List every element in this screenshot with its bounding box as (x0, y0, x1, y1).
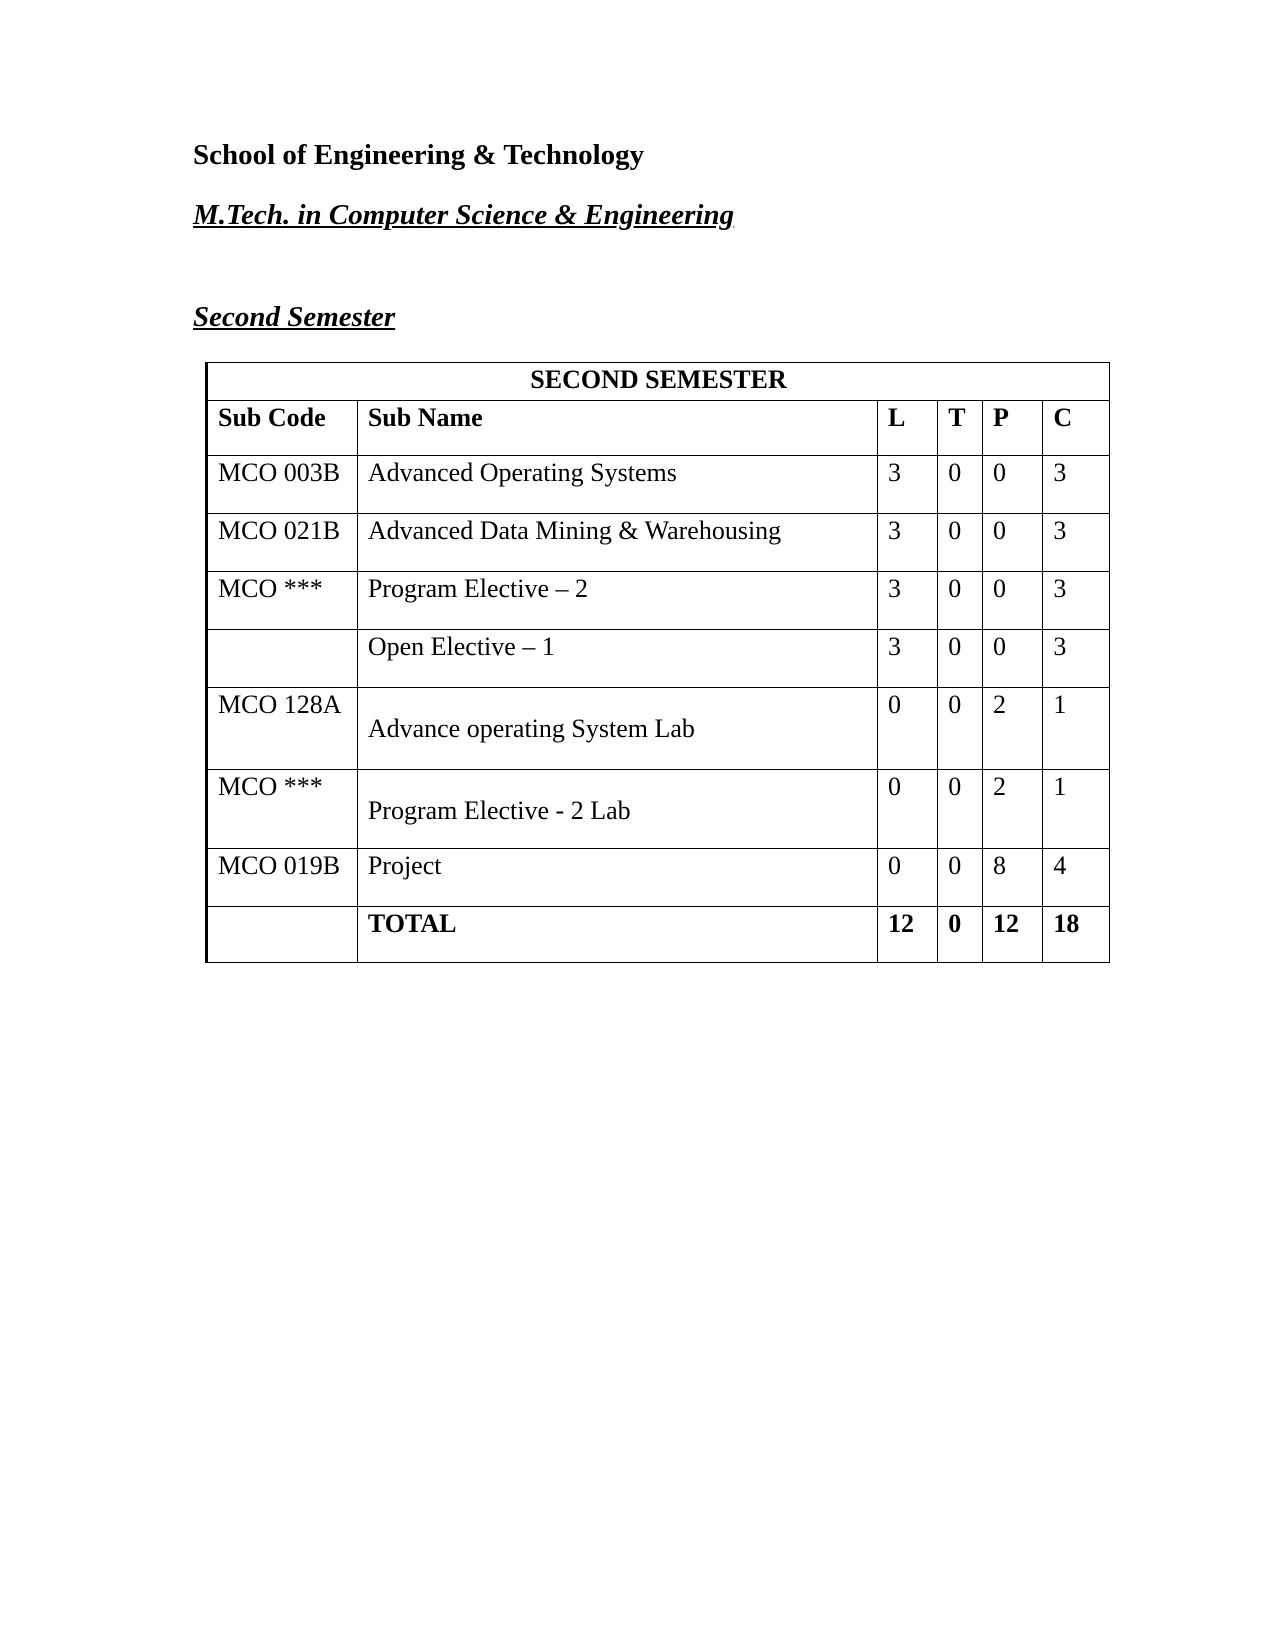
t-cell: 0 (938, 514, 983, 572)
l-cell: 3 (877, 572, 937, 630)
l-cell: 3 (877, 514, 937, 572)
sub-name-cell: Advanced Data Mining & Warehousing (357, 514, 877, 572)
table-row (207, 572, 1110, 630)
sub-name-cell: Advanced Operating Systems (357, 456, 877, 514)
school-title: School of Engineering & Technology (193, 139, 645, 171)
c-cell: 1 (1043, 688, 1110, 770)
table-row (207, 688, 1110, 770)
sub-code-cell: MCO 003B (207, 456, 358, 514)
column-header-p: P (983, 401, 1043, 456)
l-cell: 0 (877, 688, 937, 770)
p-cell: 0 (983, 456, 1043, 514)
column-header-sub-code: Sub Code (207, 401, 358, 456)
table-row (207, 630, 1110, 688)
sub-name-cell: Advance operating System Lab (357, 688, 877, 770)
p-cell: 8 (983, 849, 1043, 907)
t-cell: 0 (938, 849, 983, 907)
c-cell: 1 (1043, 770, 1110, 849)
sub-code-cell: MCO 021B (207, 514, 358, 572)
t-cell: 0 (938, 688, 983, 770)
table-caption: SECOND SEMESTER (207, 363, 1110, 401)
table-row (207, 770, 1110, 849)
l-cell: 0 (877, 770, 937, 849)
sub-code-cell (207, 907, 358, 963)
total-c: 18 (1043, 907, 1110, 963)
p-cell: 0 (983, 630, 1043, 688)
total-row (207, 907, 1110, 963)
program-title: M.Tech. in Computer Science & Engineering (193, 199, 735, 231)
t-cell: 0 (938, 770, 983, 849)
semester-heading: Second Semester (193, 301, 396, 333)
semester-table (205, 362, 1110, 963)
column-header-t: T (938, 401, 983, 456)
sub-code-cell: MCO 019B (207, 849, 358, 907)
t-cell: 0 (938, 456, 983, 514)
table-row (207, 514, 1110, 572)
table-row (207, 849, 1110, 907)
p-cell: 0 (983, 514, 1043, 572)
table-row (207, 456, 1110, 514)
p-cell: 2 (983, 770, 1043, 849)
total-p: 12 (983, 907, 1043, 963)
t-cell: 0 (938, 572, 983, 630)
p-cell: 0 (983, 572, 1043, 630)
sub-name-cell: Program Elective – 2 (357, 572, 877, 630)
sub-code-cell: MCO *** (207, 572, 358, 630)
column-header-sub-name: Sub Name (357, 401, 877, 456)
table-header-row (207, 401, 1110, 456)
total-l: 12 (877, 907, 937, 963)
c-cell: 4 (1043, 849, 1110, 907)
column-header-c: C (1043, 401, 1110, 456)
column-header-l: L (877, 401, 937, 456)
sub-code-cell: MCO 128A (207, 688, 358, 770)
t-cell: 0 (938, 630, 983, 688)
c-cell: 3 (1043, 456, 1110, 514)
sub-code-cell (207, 630, 358, 688)
table-caption-row (207, 363, 1110, 401)
total-t: 0 (938, 907, 983, 963)
l-cell: 3 (877, 456, 937, 514)
p-cell: 2 (983, 688, 1043, 770)
total-label: TOTAL (357, 907, 877, 963)
sub-name-cell: Program Elective - 2 Lab (357, 770, 877, 849)
c-cell: 3 (1043, 572, 1110, 630)
c-cell: 3 (1043, 514, 1110, 572)
l-cell: 0 (877, 849, 937, 907)
l-cell: 3 (877, 630, 937, 688)
sub-code-cell: MCO *** (207, 770, 358, 849)
c-cell: 3 (1043, 630, 1110, 688)
sub-name-cell: Open Elective – 1 (357, 630, 877, 688)
sub-name-cell: Project (357, 849, 877, 907)
